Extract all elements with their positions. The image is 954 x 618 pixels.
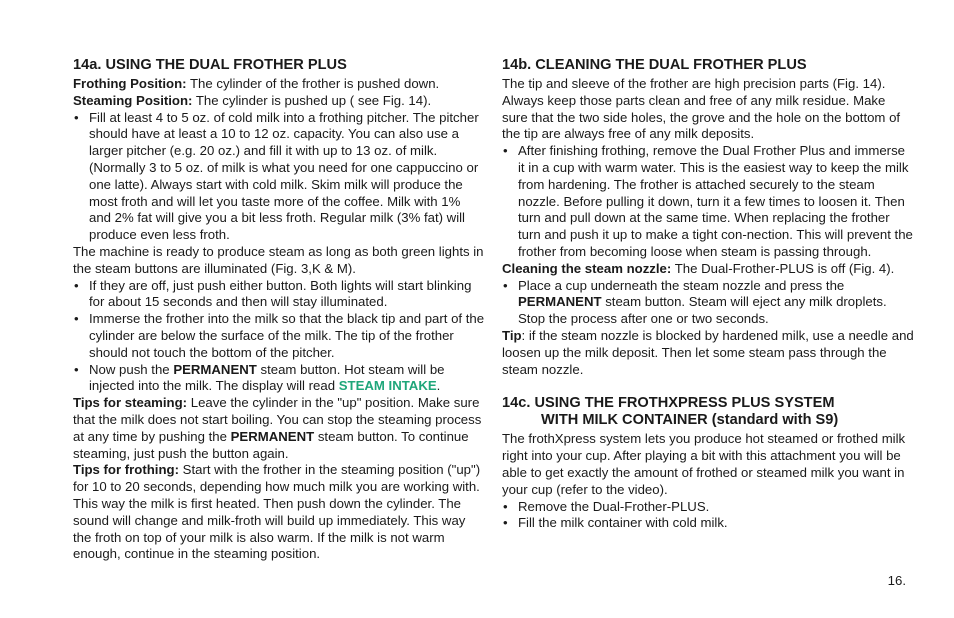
tip-label: Tip	[502, 327, 522, 343]
tips-frothing-label: Tips for frothing:	[73, 462, 179, 478]
cleaning-nozzle-text: The Dual-Frother-PLUS is off (Fig. 4).	[671, 260, 895, 276]
list-item: • Immerse the frother into the milk so that the black tip and part of the cylinder are below the surface of the milk. The tip of the frother should not touch the bottom of the pitcher.	[73, 311, 485, 361]
cleaning-nozzle-label: Cleaning the steam nozzle:	[502, 260, 672, 276]
section-14c-heading	[502, 395, 914, 429]
section-14a-heading: 14a. USING THE DUAL FROTHER PLUS	[73, 57, 347, 73]
tips-steaming-text: Leave the cylinder in the "up" position. Make sure that the milk does not start boiling. You can stop the steaming process at any time by pushing the	[73, 395, 482, 444]
fill-instructions-list	[73, 110, 485, 244]
cleaning-intro-paragraph: The tip and sleeve of the frother are high precision parts (Fig. 14). Always keep those parts clean and free of any milk residue. Make sure that the two side holes, the grove and the hole on the bottom of the tip are always free of any milk deposits.	[502, 76, 901, 142]
right-column	[502, 57, 914, 532]
steaming-steps-list	[73, 278, 485, 396]
left-column	[73, 57, 485, 563]
list-item	[502, 278, 914, 328]
permanent-keyword: PERMANENT	[173, 361, 257, 377]
bullet-text: .	[436, 378, 441, 394]
steaming-position-label: Steaming Position:	[73, 92, 193, 108]
frothxpress-steps-list	[502, 499, 914, 533]
tips-steaming-label: Tips for steaming:	[73, 395, 188, 411]
tips-steaming-text: steam button. To continue steaming, just push the button again.	[73, 428, 469, 461]
tip-text: : if the steam nozzle is blocked by hardened milk, use a needle and loosen up the milk deposit. Then let some steam pass through the steam nozzle.	[502, 327, 914, 377]
cleaning-nozzle-paragraph	[502, 261, 914, 278]
section-14c-heading-line2: WITH MILK CONTAINER (standard with S9)	[541, 412, 839, 429]
section-14c-heading-line1: 14c. USING THE FROTHXPRESS PLUS SYSTEM	[502, 395, 835, 412]
list-item: • If they are off, just push either button. Both lights will start blinking for about 15 seconds and then will stay illuminated.	[73, 278, 485, 312]
steaming-position-text: The cylinder is pushed up ( see Fig. 14).	[192, 92, 432, 108]
tips-frothing-paragraph	[73, 462, 485, 563]
bullet-text: Now push the	[89, 361, 174, 377]
cleaning-steps-list	[502, 143, 914, 261]
permanent-keyword: PERMANENT	[518, 294, 602, 310]
list-item: • Fill the milk container with cold milk.	[502, 515, 914, 532]
steaming-position-paragraph	[73, 93, 485, 110]
section-14b-heading: 14b. CLEANING THE DUAL FROTHER PLUS	[502, 57, 807, 73]
tips-frothing-text: Start with the frother in the steaming position ("up") for 10 to 20 seconds, depending how much milk you are working with. This way the milk is first heated. Then push down the cylinder. The sound will change and milk-froth will build up immediately. This way the froth on top of your milk is also warm. If the milk is not warm enough, continue in the steaming position.	[73, 462, 481, 562]
nozzle-steps-list	[502, 278, 914, 328]
steam-intake-display-text: STEAM INTAKE	[338, 378, 437, 394]
bullet-text: steam button. Hot steam will be injected into the milk. The display will read	[89, 361, 445, 394]
list-item	[73, 362, 485, 396]
bullet-text: Place a cup underneath the steam nozzle and press the	[518, 277, 845, 293]
list-item: • Fill at least 4 to 5 oz. of cold milk into a frothing pitcher. The pitcher should have at least a 10 to 12 oz. capacity. You can also use a larger pitcher (e.g. 20 oz.) and fill it with up to 13 oz. of milk. (Normally 3 to 5 oz. of milk is what you need for one cappuccino or one latte). Always start with cold milk. Skim milk will produce the most froth and will let you taste more of the coffee. Milk with 1% and 2% fat will give you a bit less froth. Regular milk (3% fat) will produce even less froth.	[73, 110, 485, 244]
machine-ready-paragraph: The machine is ready to produce steam as long as both green lights in the steam buttons are illuminated (Fig. 3,K & M).	[73, 243, 484, 276]
permanent-keyword: PERMANENT	[230, 428, 315, 444]
tips-steaming-paragraph	[73, 395, 485, 462]
frothxpress-intro-paragraph: The frothXpress system lets you produce hot steamed or frothed milk right into your cup. After playing a bit with this attachment you will be able to get exactly the amount of frothed or steamed milk you want in your cup (refer to the video).	[502, 431, 906, 497]
bullet-text: steam button. Steam will eject any milk droplets. Stop the process after one or two seconds.	[518, 294, 887, 327]
list-item: • Remove the Dual-Frother-PLUS.	[502, 499, 914, 516]
list-item: • After finishing frothing, remove the Dual Frother Plus and immerse it in a cup with warm water. This is the easiest way to keep the milk from hardening. The frother is attached securely to the steam nozzle. Before pulling it down, turn it a few times to loosen it. Then turn and pull down at the same time. When replacing the frother turn and push it up to make a tight con-nection. This will prevent the frother from becoming loose when steam is passing through.	[502, 143, 914, 261]
frothing-position-paragraph	[73, 76, 485, 93]
frothing-position-label: Frothing Position:	[73, 76, 187, 91]
frothing-position-text: The cylinder of the frother is pushed down.	[186, 76, 440, 91]
page-number: 16.	[887, 573, 906, 588]
tip-paragraph	[502, 328, 914, 378]
